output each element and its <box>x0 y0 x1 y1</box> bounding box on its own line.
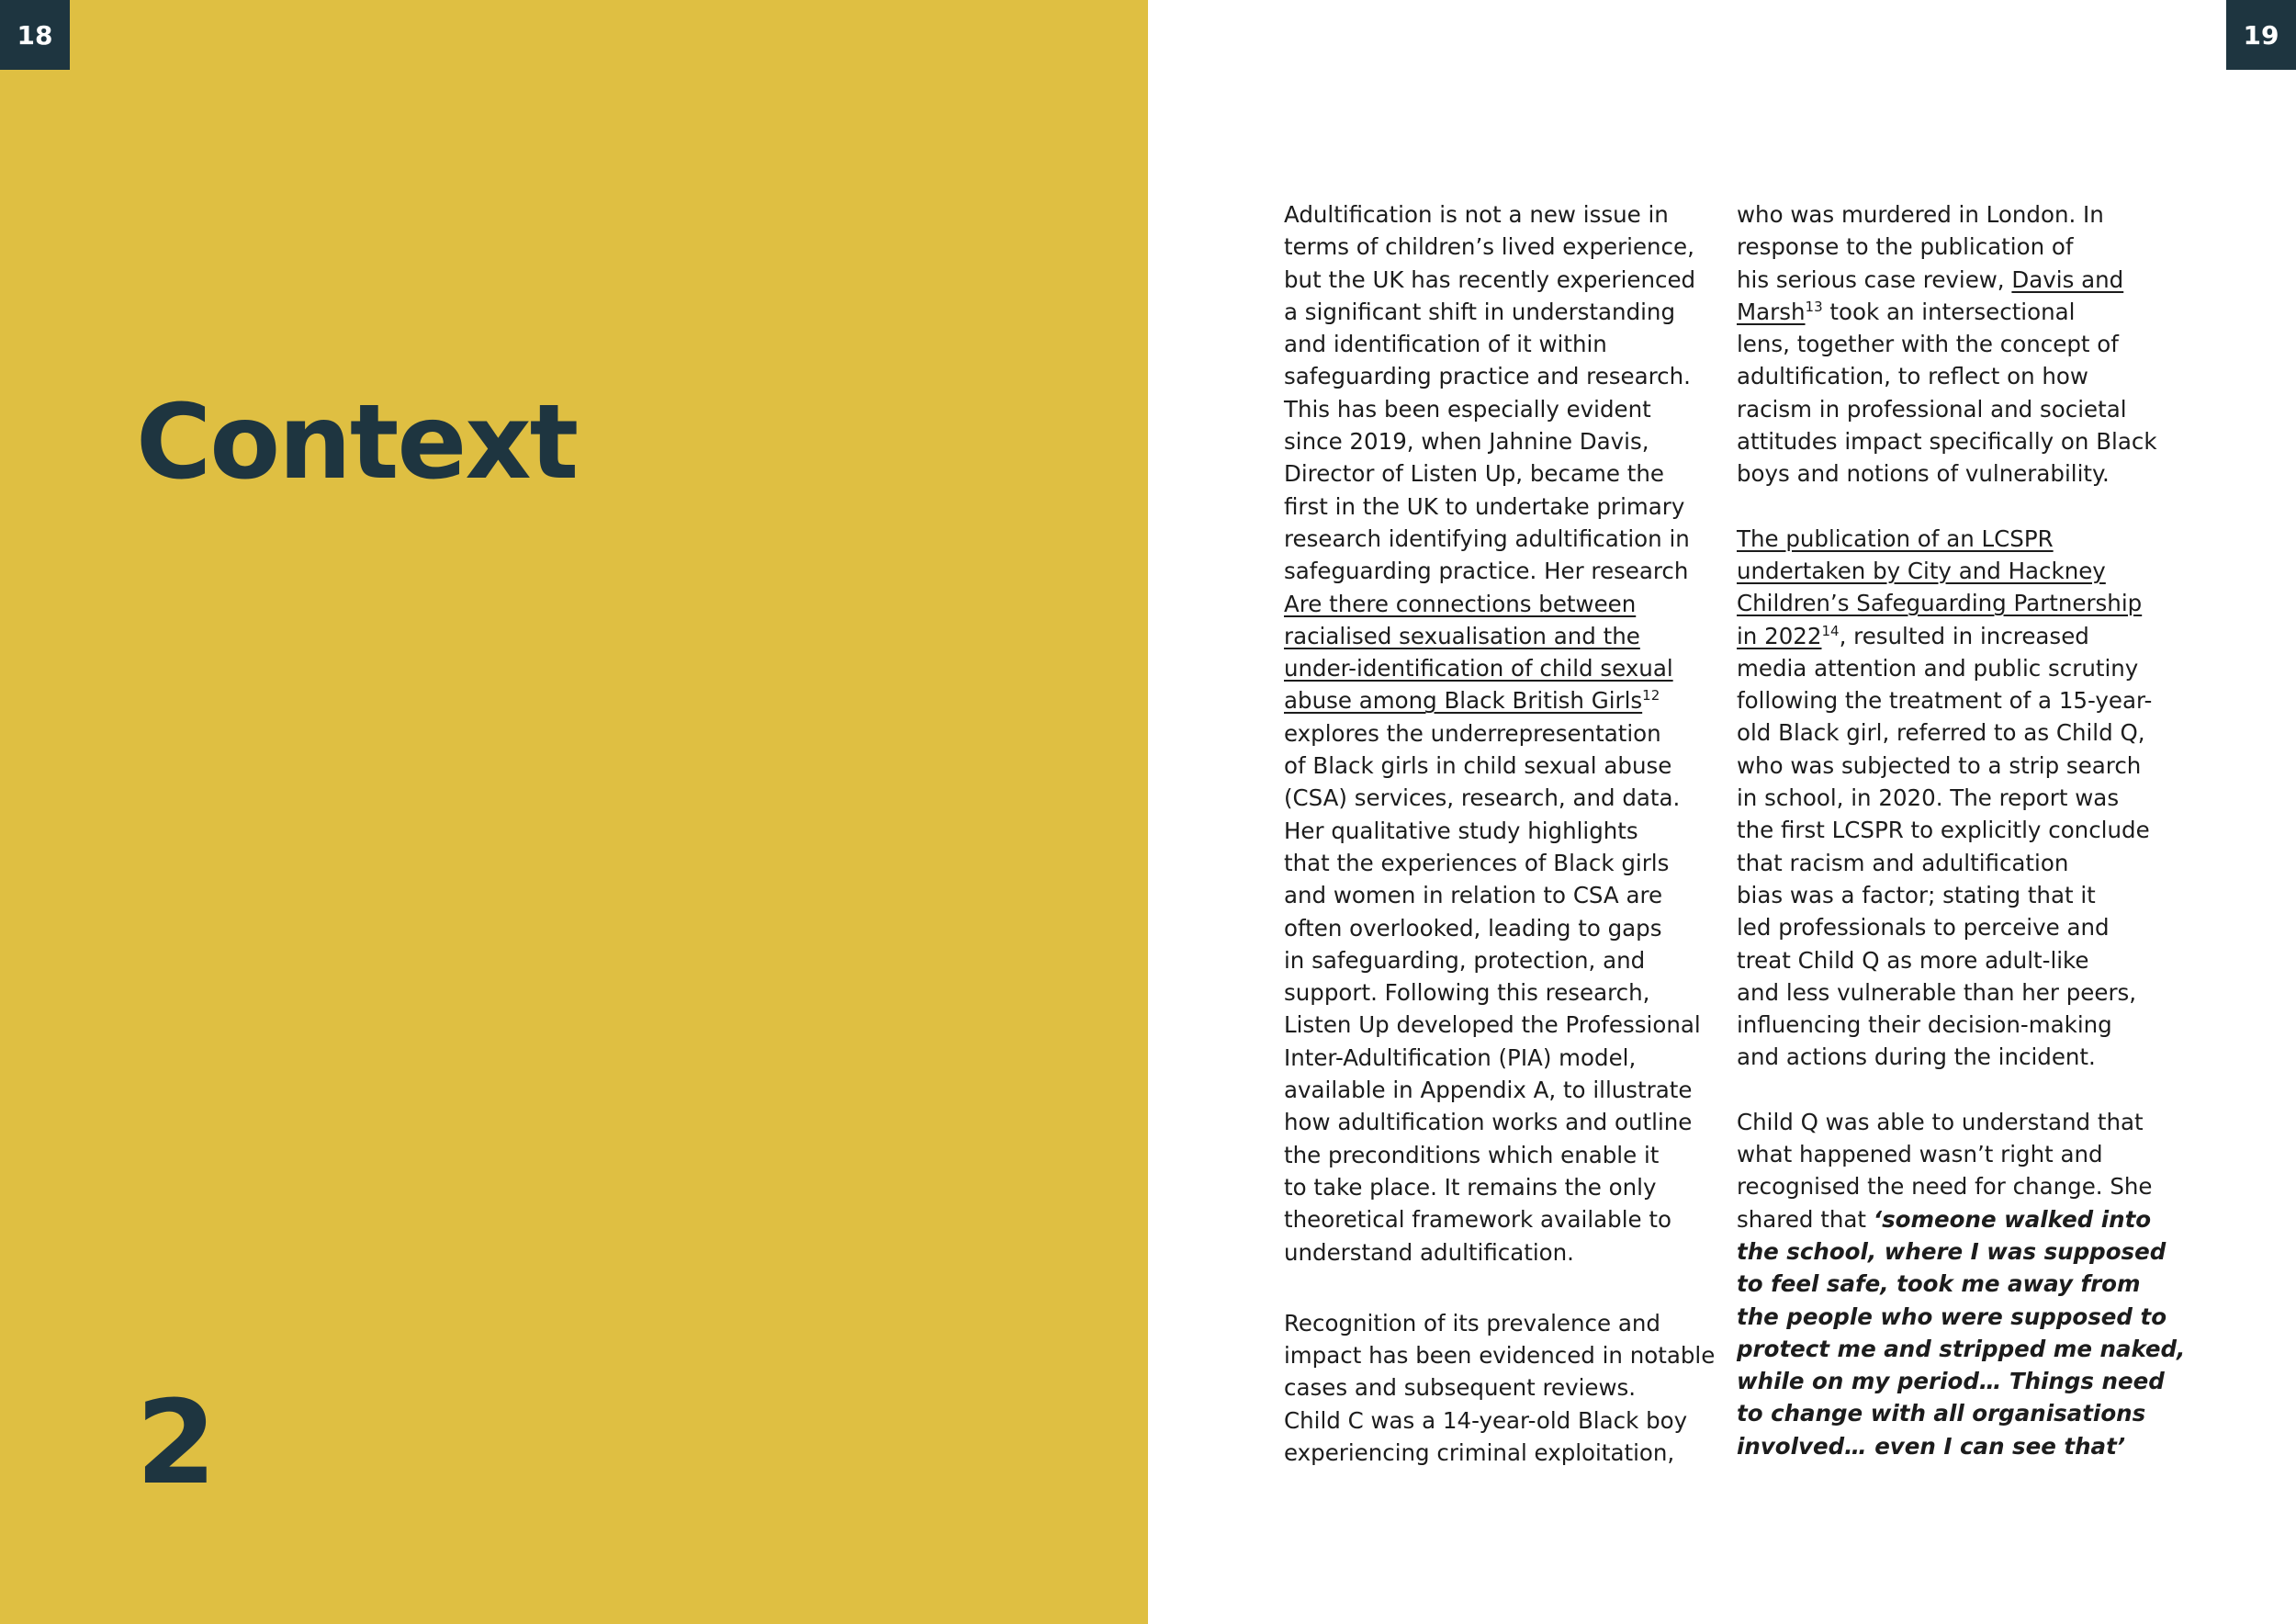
text-line: in safeguarding, protection, and <box>1284 946 1646 974</box>
text-line: of Black girls in child sexual abuse <box>1284 752 1672 780</box>
lcspr-link[interactable]: The publication of an LCSPR <box>1737 524 2054 552</box>
text-line: racism in professional and societal <box>1737 395 2127 423</box>
page-number-right: 19 <box>2226 0 2296 70</box>
text-line: but the UK has recently experienced <box>1284 265 1696 293</box>
page-title: Context <box>136 383 578 502</box>
text-line: media attention and public scrutiny <box>1737 654 2139 682</box>
research-link-line[interactable]: Are there connections between <box>1284 590 1637 617</box>
text-line: impact has been evidenced in notable <box>1284 1342 1716 1370</box>
text-line: (CSA) services, research, and data. <box>1284 784 1681 812</box>
text-line: This has been especially evident <box>1284 395 1651 423</box>
footnote-ref-13: 13 <box>1805 298 1823 315</box>
text-line: recognised the need for change. She <box>1737 1173 2153 1201</box>
text-line: cases and subsequent reviews. <box>1284 1374 1637 1402</box>
paragraph-recognition <box>1284 1307 1716 1469</box>
text-line: who was subjected to a strip search <box>1737 751 2142 779</box>
footnote-ref-12: 12 <box>1642 687 1660 705</box>
chapter-number: 2 <box>136 1375 217 1510</box>
quote-line: to change with all organisations <box>1737 1400 2146 1427</box>
text-line: experiencing criminal exploitation, <box>1284 1438 1675 1466</box>
text-line: research identifying adultification in <box>1284 524 1690 552</box>
text-line: and actions during the incident. <box>1737 1043 2096 1071</box>
text-line: bias was a factor; stating that it <box>1737 881 2096 908</box>
text-line: first in the UK to undertake primary <box>1284 492 1685 520</box>
text-line: terms of children’s lived experience, <box>1284 233 1694 261</box>
text-line: Adultification is not a new issue in <box>1284 201 1669 228</box>
lcspr-link[interactable]: undertaken by City and Hackney <box>1737 557 2106 584</box>
text-line: to take place. It remains the only <box>1284 1173 1657 1201</box>
text-line: , resulted in increased <box>1839 622 2089 649</box>
page-number-left: 18 <box>0 0 70 70</box>
text-line: often overlooked, leading to gaps <box>1284 914 1662 942</box>
text-line: adultification, to reflect on how <box>1737 363 2088 390</box>
davis-marsh-link[interactable]: Davis and <box>2011 265 2124 293</box>
text-line: who was murdered in London. In <box>1737 201 2104 228</box>
text-line: response to the publication of <box>1737 233 2074 261</box>
text-line: what happened wasn’t right and <box>1737 1141 2103 1168</box>
quote-line: ‘someone walked into <box>1873 1205 2152 1233</box>
text-line: Child Q was able to understand that <box>1737 1108 2144 1135</box>
quote-line: protect me and stripped me naked, <box>1737 1335 2186 1362</box>
text-column-right <box>1737 198 2186 1494</box>
text-line: explores the underrepresentation <box>1284 719 1661 747</box>
quote-line: the school, where I was supposed <box>1737 1237 2167 1265</box>
quote-line: the people who were supposed to <box>1737 1303 2167 1330</box>
quote-line: to feel safe, took me away from <box>1737 1270 2141 1298</box>
text-line: and less vulnerable than her peers, <box>1737 978 2137 1006</box>
text-line: that the experiences of Black girls <box>1284 849 1670 876</box>
text-line: old Black girl, referred to as Child Q, <box>1737 719 2145 747</box>
paragraph-child-q-quote <box>1737 1106 2186 1462</box>
text-line: Her qualitative study highlights <box>1284 817 1638 844</box>
text-line: treat Child Q as more adult-like <box>1737 946 2089 974</box>
text-line: Inter-Adultification (PIA) model, <box>1284 1043 1637 1071</box>
text-column-left <box>1284 198 1716 1501</box>
text-line: took an intersectional <box>1822 298 2076 325</box>
text-line: that racism and adultification <box>1737 849 2069 876</box>
text-line: Child C was a 14-year-old Black boy <box>1284 1406 1688 1434</box>
text-line: Recognition of its prevalence and <box>1284 1309 1660 1336</box>
text-line: in school, in 2020. The report was <box>1737 784 2120 812</box>
lcspr-link[interactable]: in 2022 <box>1737 622 1822 649</box>
text-line: following the treatment of a 15-year- <box>1737 687 2153 715</box>
quote-line: while on my period… Things need <box>1737 1368 2165 1395</box>
text-line: and identification of it within <box>1284 331 1607 358</box>
text-line: his serious case review, <box>1737 265 2012 293</box>
research-link-line[interactable]: abuse among Black British Girls <box>1284 687 1643 715</box>
text-line: the preconditions which enable it <box>1284 1141 1660 1168</box>
footnote-ref-14: 14 <box>1821 622 1840 639</box>
text-line: since 2019, when Jahnine Davis, <box>1284 428 1649 456</box>
text-line: influencing their decision-making <box>1737 1011 2112 1039</box>
text-line: theoretical framework available to <box>1284 1206 1671 1234</box>
text-line: a significant shift in understanding <box>1284 298 1676 325</box>
text-line: safeguarding practice. Her research <box>1284 558 1689 585</box>
text-line: attitudes impact specifically on Black <box>1737 428 2157 456</box>
text-line: Listen Up developed the Professional <box>1284 1011 1701 1039</box>
research-link-line[interactable]: racialised sexualisation and the <box>1284 622 1640 649</box>
text-line: shared that <box>1737 1205 1874 1233</box>
davis-marsh-link[interactable]: Marsh <box>1737 298 1806 325</box>
text-line: the first LCSPR to explicitly conclude <box>1737 817 2150 844</box>
text-line: and women in relation to CSA are <box>1284 882 1663 909</box>
text-line: how adultification works and outline <box>1284 1109 1693 1136</box>
text-line: lens, together with the concept of <box>1737 331 2119 358</box>
paragraph-child-c <box>1737 198 2168 491</box>
research-link-line[interactable]: under-identification of child sexual <box>1284 655 1673 682</box>
paragraph-lcspr <box>1737 523 2168 1074</box>
quote-line: involved… even I can see that’ <box>1737 1432 2126 1460</box>
text-line: understand adultification. <box>1284 1238 1574 1266</box>
text-line: boys and notions of vulnerability. <box>1737 460 2110 488</box>
text-line: support. Following this research, <box>1284 979 1650 1007</box>
text-line: Director of Listen Up, became the <box>1284 460 1664 488</box>
lcspr-link[interactable]: Children’s Safeguarding Partnership <box>1737 590 2143 617</box>
text-line: available in Appendix A, to illustrate <box>1284 1077 1693 1104</box>
text-line: led professionals to perceive and <box>1737 914 2110 942</box>
text-line: safeguarding practice and research. <box>1284 363 1691 390</box>
paragraph-adultification-intro <box>1284 198 1716 1269</box>
